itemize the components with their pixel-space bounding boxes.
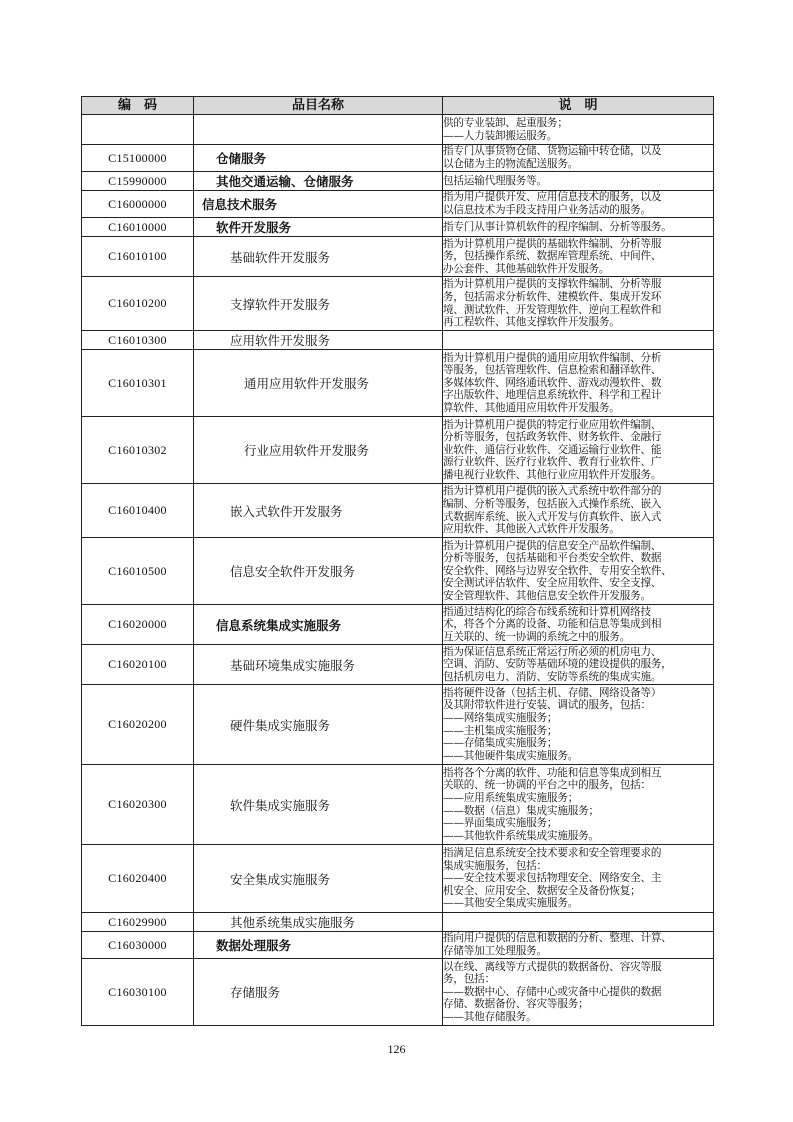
item-code: C16020300 xyxy=(82,765,194,845)
description-line: 再工程软件、其他支撑软件开发服务。 xyxy=(443,316,620,329)
table-row xyxy=(82,237,714,277)
description-line: 机安全、应用安全、数据安全及备份恢复； xyxy=(443,884,641,897)
item-description xyxy=(443,417,714,484)
description-line: 指专门从事货物仓储、货物运输中转仓储，以及 xyxy=(443,145,662,158)
description-line: 供的专业装卸、起重服务； xyxy=(443,116,568,129)
item-name: 数据处理服务 xyxy=(194,932,443,959)
description-line: 存储、数据备份、容灾等服务； xyxy=(443,998,589,1011)
description-line: 指为计算机用户提供的通用应用软件编制、分析 xyxy=(443,351,662,364)
description-line: 编制、分析等服务，包括嵌入式操作系统、嵌入 xyxy=(443,497,662,510)
description-line: 包括机房电力、消防、安防等系统的集成实施。 xyxy=(443,670,662,683)
table-row xyxy=(82,932,714,959)
description-line: 指向用户提供的信息和数据的分析、整理、计算、 xyxy=(443,932,672,945)
table-row xyxy=(82,350,714,417)
description-line: 指为计算机用户提供的嵌入式系统中软件部分的 xyxy=(443,485,662,498)
description-line: 务，包括： xyxy=(443,973,495,986)
item-name: 应用软件开发服务 xyxy=(194,331,443,350)
item-description xyxy=(443,913,714,932)
description-line: 指为保证信息系统正常运行所必须的机房电力、 xyxy=(443,645,662,658)
item-description xyxy=(443,172,714,191)
item-code: C16010000 xyxy=(82,218,194,237)
item-name: 软件开发服务 xyxy=(194,218,443,237)
description-line: 指通过结构化的综合布线系统和计算机网络技 xyxy=(443,605,651,618)
description-line: 业软件、通信行业软件、交通运输行业软件、能 xyxy=(443,443,662,456)
description-line: 安全管理软件、其他信息安全软件开发服务。 xyxy=(443,589,651,602)
item-code: C16010302 xyxy=(82,417,194,484)
item-code: C16010100 xyxy=(82,237,194,277)
item-description xyxy=(443,145,714,172)
item-code: C16010300 xyxy=(82,331,194,350)
table-row xyxy=(82,605,714,645)
table-row xyxy=(82,145,714,172)
item-name: 支撑软件开发服务 xyxy=(194,277,443,331)
description-line: ——界面集成实施服务； xyxy=(443,817,558,830)
item-code: C15990000 xyxy=(82,172,194,191)
item-description xyxy=(443,932,714,959)
item-code: C16010301 xyxy=(82,350,194,417)
description-line: ——其他存储服务。 xyxy=(443,1010,537,1023)
table-row xyxy=(82,765,714,845)
description-line: 安全软件、网络与边界安全软件、专用安全软件、 xyxy=(443,564,672,577)
description-line: ——安全技术要求包括物理安全、网络安全、主 xyxy=(443,872,662,885)
description-line: 指将各个分离的软件、功能和信息等集成到相互 xyxy=(443,766,662,779)
description-line: 及其附带软件进行安装、调试的服务，包括： xyxy=(443,699,651,712)
table-row xyxy=(82,913,714,932)
description-line: 务，包括操作系统、数据库管理系统、中间件、 xyxy=(443,250,662,263)
description-line: 集成实施服务，包括： xyxy=(443,859,547,872)
description-line: 分析等服务，包括政务软件、财务软件、金融行 xyxy=(443,431,662,444)
description-line: ——数据中心、存储中心或灾备中心提供的数据 xyxy=(443,985,662,998)
description-line: 指为计算机用户提供的特定行业应用软件编制、 xyxy=(443,418,662,431)
item-name: 通用应用软件开发服务 xyxy=(194,350,443,417)
description-line: ——人力装卸搬运服务。 xyxy=(443,129,558,142)
description-line: 空调、消防、安防等基础环境的建设提供的服务， xyxy=(443,658,672,671)
item-name xyxy=(194,115,443,145)
item-name: 硬件集成实施服务 xyxy=(194,685,443,765)
item-name: 信息技术服务 xyxy=(194,191,443,218)
item-description xyxy=(443,331,714,350)
description-line: 关联的、统一协调的平台之中的服务，包括： xyxy=(443,779,651,792)
item-description xyxy=(443,685,714,765)
description-line: 指为计算机用户提供的信息安全产品软件编制、 xyxy=(443,539,662,552)
item-description xyxy=(443,645,714,685)
catalog-table xyxy=(81,96,714,1026)
table-row xyxy=(82,218,714,237)
item-description xyxy=(443,237,714,277)
item-code: C16020400 xyxy=(82,845,194,913)
item-description xyxy=(443,765,714,845)
description-line: 等服务，包括管理软件、信息检索和翻译软件、 xyxy=(443,364,662,377)
description-line: 务，包括需求分析软件、建模软件、集成开发环 xyxy=(443,290,662,303)
item-name: 仓储服务 xyxy=(194,145,443,172)
item-name: 软件集成实施服务 xyxy=(194,765,443,845)
description-line: 包括运输代理服务等。 xyxy=(443,174,547,187)
description-line: 字出版软件、地理信息系统软件、科学和工程计 xyxy=(443,389,662,402)
item-description xyxy=(443,605,714,645)
header-code: 编 码 xyxy=(82,97,194,115)
header-name: 品目名称 xyxy=(194,97,443,115)
item-name: 嵌入式软件开发服务 xyxy=(194,484,443,538)
item-name: 信息安全软件开发服务 xyxy=(194,538,443,605)
item-code: C15100000 xyxy=(82,145,194,172)
description-line: 指为计算机用户提供的支撑软件编制、分析等服 xyxy=(443,278,662,291)
item-name: 信息系统集成实施服务 xyxy=(194,605,443,645)
description-line: 应用软件、其他嵌入式软件开发服务。 xyxy=(443,523,620,536)
item-description xyxy=(443,218,714,237)
page-number: 126 xyxy=(387,1042,406,1056)
item-code: C16010200 xyxy=(82,277,194,331)
table-row xyxy=(82,845,714,913)
description-line: 源行业软件、医疗行业软件、教育行业软件、广 xyxy=(443,456,662,469)
description-line: 互关联的、统一协调的系统之中的服务。 xyxy=(443,630,631,643)
table-row xyxy=(82,331,714,350)
description-line: 存储等加工处理服务。 xyxy=(443,945,547,957)
table-row xyxy=(82,645,714,685)
item-code: C16010400 xyxy=(82,484,194,538)
item-description xyxy=(443,277,714,331)
table-row xyxy=(82,959,714,1026)
item-code: C16010500 xyxy=(82,538,194,605)
item-code: C16020100 xyxy=(82,645,194,685)
item-description xyxy=(443,959,714,1026)
description-line: ——主机集成实施服务； xyxy=(443,724,558,737)
item-code: C16000000 xyxy=(82,191,194,218)
item-code: C16029900 xyxy=(82,913,194,932)
header-description: 说 明 xyxy=(443,97,714,115)
description-line: 以信息技术为手段支持用户业务活动的服务。 xyxy=(443,204,651,216)
item-code: C16030000 xyxy=(82,932,194,959)
table-header-row xyxy=(82,97,714,115)
table-row xyxy=(82,115,714,145)
item-code: C16020000 xyxy=(82,605,194,645)
description-line: ——其他软件系统集成实施服务。 xyxy=(443,829,599,842)
item-name: 基础环境集成实施服务 xyxy=(194,645,443,685)
item-name: 其他系统集成实施服务 xyxy=(194,913,443,932)
description-line: 多媒体软件、网络通讯软件、游戏动漫软件、数 xyxy=(443,376,662,389)
description-line: ——应用系统集成实施服务； xyxy=(443,791,579,804)
table-row xyxy=(82,172,714,191)
description-line: 以在线、离线等方式提供的数据备份、容灾等服 xyxy=(443,960,662,973)
table-row xyxy=(82,417,714,484)
description-line: ——存储集成实施服务； xyxy=(443,737,558,750)
item-description xyxy=(443,115,714,145)
description-line: 算软件、其他通用应用软件开发服务。 xyxy=(443,401,620,414)
description-line: ——网络集成实施服务； xyxy=(443,711,558,724)
description-line: 指为用户提供开发、应用信息技术的服务，以及 xyxy=(443,191,662,204)
item-code xyxy=(82,115,194,145)
table-row xyxy=(82,685,714,765)
description-line: 分析等服务，包括基础和平台类安全软件、数据 xyxy=(443,552,662,565)
description-line: ——其他安全集成实施服务。 xyxy=(443,897,579,910)
description-line: 指满足信息系统安全技术要求和安全管理要求的 xyxy=(443,847,662,860)
description-line: 指为计算机用户提供的基础软件编制、分析等服 xyxy=(443,237,662,250)
description-line: 以仓储为主的物流配送服务。 xyxy=(443,158,579,170)
description-line: 境、测试软件、开发管理软件、逆向工程软件和 xyxy=(443,303,662,316)
table-row xyxy=(82,191,714,218)
table-body xyxy=(82,115,714,1026)
item-code: C16030100 xyxy=(82,959,194,1026)
item-description xyxy=(443,350,714,417)
table-row xyxy=(82,538,714,605)
description-line: 术，将各个分离的设备、功能和信息等集成到相 xyxy=(443,618,662,631)
description-line: 办公套件、其他基础软件开发服务。 xyxy=(443,262,610,275)
description-line: 指将硬件设备（包括主机、存储、网络设备等） xyxy=(443,686,662,699)
description-line: 播电视行业软件、其他行业应用软件开发服务。 xyxy=(443,468,662,481)
item-description xyxy=(443,538,714,605)
description-line: 安全测试评估软件、安全应用软件、安全支撑、 xyxy=(443,577,662,590)
item-description xyxy=(443,191,714,218)
item-description xyxy=(443,845,714,913)
item-name: 基础软件开发服务 xyxy=(194,237,443,277)
item-description xyxy=(443,484,714,538)
description-line: ——数据（信息）集成实施服务； xyxy=(443,804,599,817)
item-code: C16020200 xyxy=(82,685,194,765)
item-name: 安全集成实施服务 xyxy=(194,845,443,913)
item-name: 行业应用软件开发服务 xyxy=(194,417,443,484)
description-line: 式数据库系统、嵌入式开发与仿真软件、嵌入式 xyxy=(443,510,662,523)
table-row xyxy=(82,277,714,331)
item-name: 存储服务 xyxy=(194,959,443,1026)
table-row xyxy=(82,484,714,538)
description-line: 指专门从事计算机软件的程序编制、分析等服务。 xyxy=(443,220,672,233)
description-line: ——其他硬件集成实施服务。 xyxy=(443,749,579,762)
item-name: 其他交通运输、仓储服务 xyxy=(194,172,443,191)
